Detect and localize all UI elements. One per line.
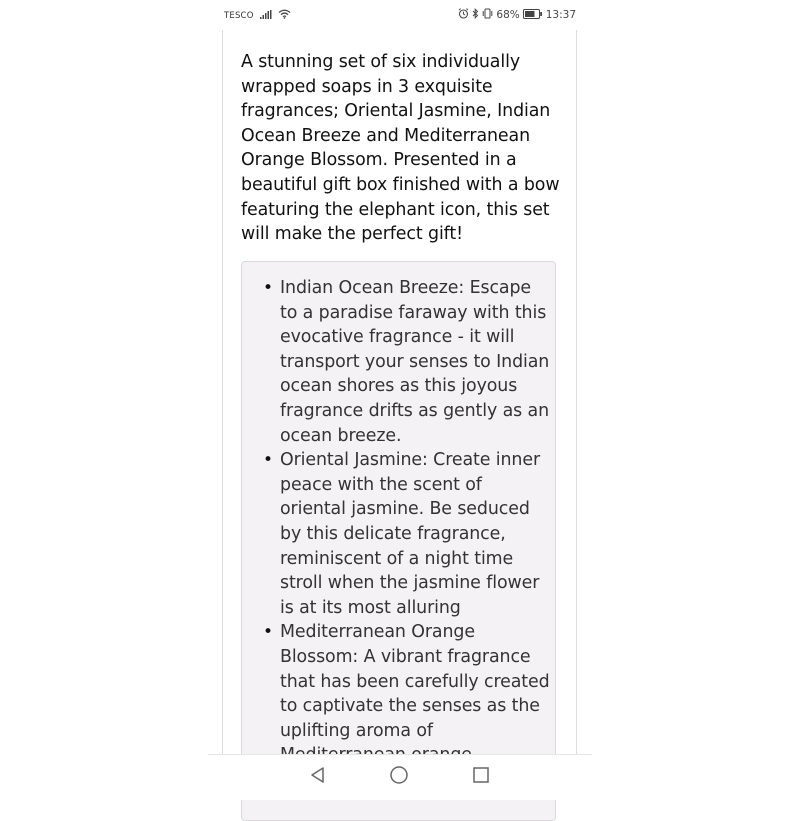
page-border-right [576, 30, 577, 754]
recent-apps-button[interactable] [470, 766, 492, 788]
back-button[interactable] [307, 766, 329, 788]
signal-icon [260, 10, 272, 22]
home-icon [389, 765, 409, 789]
feature-text-indian-ocean-breeze: Indian Ocean Breeze: Escape to a paradise faraway with this evocative fragrance - it will transport your senses to Indian ocean shores as this joyous fragrance drifts as gently as an ocean breeze. [280, 278, 550, 446]
alarm-icon [458, 8, 469, 22]
battery-percent: 68% [496, 9, 520, 21]
product-description-section[interactable] [241, 50, 561, 754]
status-left [224, 9, 291, 22]
features-box [241, 261, 556, 821]
bullet: • [263, 622, 273, 643]
page-border-left [222, 30, 223, 754]
navigation-bar [208, 755, 592, 800]
clock-time: 13:37 [545, 9, 576, 21]
bluetooth-icon [472, 8, 479, 22]
features-list [262, 276, 552, 768]
feature-text-mediterranean-orange-blossom: Mediterranean Orange Blossom: A vibrant fragrance that has been carefully created to captivate the senses as the uplifting aroma of [280, 622, 550, 741]
battery-icon [523, 9, 543, 22]
list-item [262, 276, 552, 448]
list-item [262, 620, 552, 768]
vibrate-icon [482, 8, 493, 22]
home-button[interactable] [388, 766, 410, 788]
wifi-icon [278, 9, 291, 22]
product-description-text: A stunning set of six individually wrapped soaps in 3 exquisite fragrances; Oriental Jasmine, Indian Ocean Breeze and Mediterranean Orange Blossom. Presented in a beautiful gift box finished with a bow featuring the elephant icon, this set will make the perfect gift! [241, 52, 560, 245]
status-right [458, 8, 576, 22]
feature-text-oriental-jasmine: Oriental Jasmine: Create inner peace with the scent of oriental jasmine. Be seduced by this delicate fragrance, reminiscent of a night time stroll when the jasmine flower is at its most alluring [280, 450, 540, 618]
bullet: • [263, 278, 273, 298]
list-item [262, 448, 552, 620]
back-icon [309, 766, 327, 788]
carrier-name: TESCO [224, 10, 254, 21]
recent-apps-icon [472, 766, 490, 788]
status-bar [208, 4, 592, 26]
bullet: • [263, 450, 273, 471]
